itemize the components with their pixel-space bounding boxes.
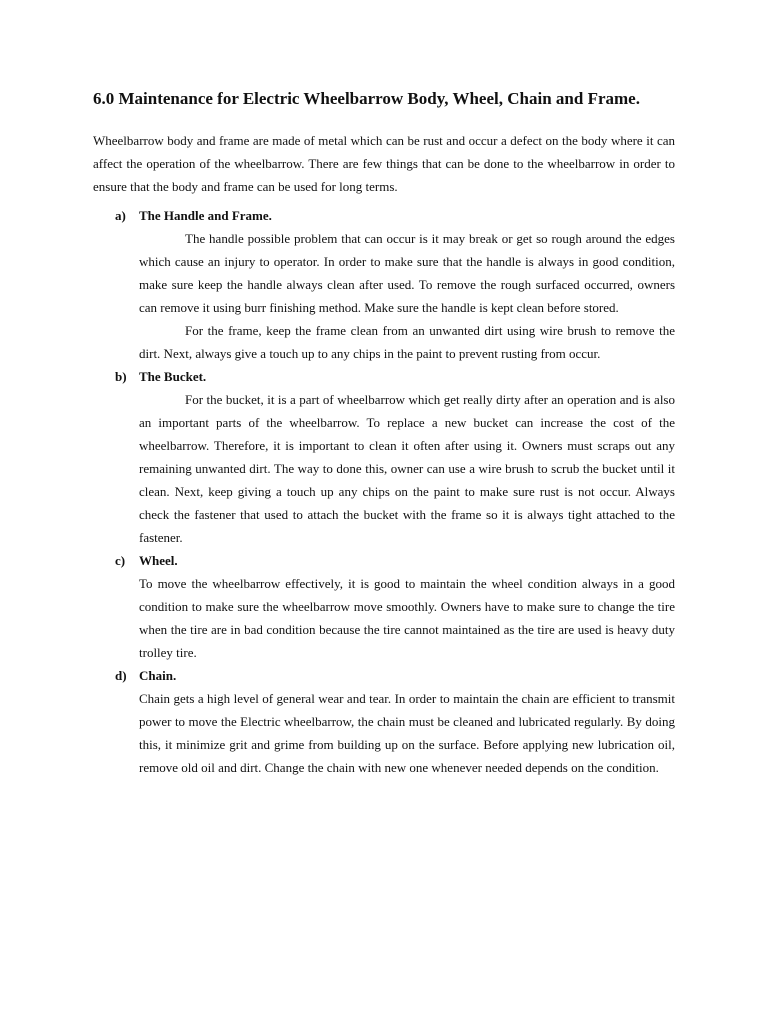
section-title: The Handle and Frame. — [139, 208, 272, 223]
document-page — [93, 84, 675, 779]
section-title: Chain. — [139, 668, 177, 683]
section-paragraph: For the frame, keep the frame clean from an unwanted dirt using wire brush to remove the dirt. Next, always give a touch up to any chips in the paint to prevent rusting from occur. — [139, 323, 675, 361]
section-handle-and-frame — [93, 204, 675, 365]
document-heading: 6.0 Maintenance for Electric Wheelbarrow Body, Wheel, Chain and Frame. — [93, 89, 640, 108]
section-paragraph: The handle possible problem that can occur is it may break or get so rough around the edges which cause an injury to operator. In order to make sure that the handle is always in good condition, make sure keep the handle always clean after used. To remove the rough surfaced occurred, owners can remove it using burr finishing method. Make sure the handle is kept clean before stored. — [139, 231, 675, 315]
section-chain — [93, 664, 675, 779]
section-wheel — [93, 549, 675, 664]
section-marker: b) — [115, 369, 127, 384]
section-paragraph: Chain gets a high level of general wear and tear. In order to maintain the chain are efficient to transmit power to move the Electric wheelbarrow, the chain must be cleaned and lubricated regularly. By doing this, it minimize grit and grime from building up on the surface. Before applying new lubrication oil, remove old oil and dirt. Change the chain with new one whenever needed depends on the condition. — [139, 691, 675, 775]
section-title: The Bucket. — [139, 369, 207, 384]
section-marker: a) — [115, 208, 126, 223]
section-paragraph: To move the wheelbarrow effectively, it is good to maintain the wheel condition always in a good condition to make sure the wheelbarrow move smoothly. Owners have to make sure to change the tire when the tire are in bad condition because the tire cannot maintained as the tire are used is heavy duty trolley tire. — [139, 576, 675, 660]
section-title: Wheel. — [139, 553, 178, 568]
intro-paragraph: Wheelbarrow body and frame are made of metal which can be rust and occur a defect on the body where it can affect the operation of the wheelbarrow. There are few things that can be done to the wheelbarrow in order to ensure that the body and frame can be used for long terms. — [93, 133, 675, 194]
section-bucket — [93, 365, 675, 549]
section-marker: d) — [115, 668, 127, 683]
section-marker: c) — [115, 553, 126, 568]
section-paragraph: For the bucket, it is a part of wheelbarrow which get really dirty after an operation and is also an important parts of the wheelbarrow. To replace a new bucket can increase the cost of the wheelbarrow. Therefore, it is important to clean it often after using it. Owners must scraps out any remaining unwanted dirt. The way to done this, owner can use a wire brush to scrub the bucket until it clean. Next, keep giving a touch up any chips on the paint to make sure rust is not occur. Always check the fastener that used to attach the bucket with the frame so it is always tight attached to the fastener. — [139, 392, 675, 545]
